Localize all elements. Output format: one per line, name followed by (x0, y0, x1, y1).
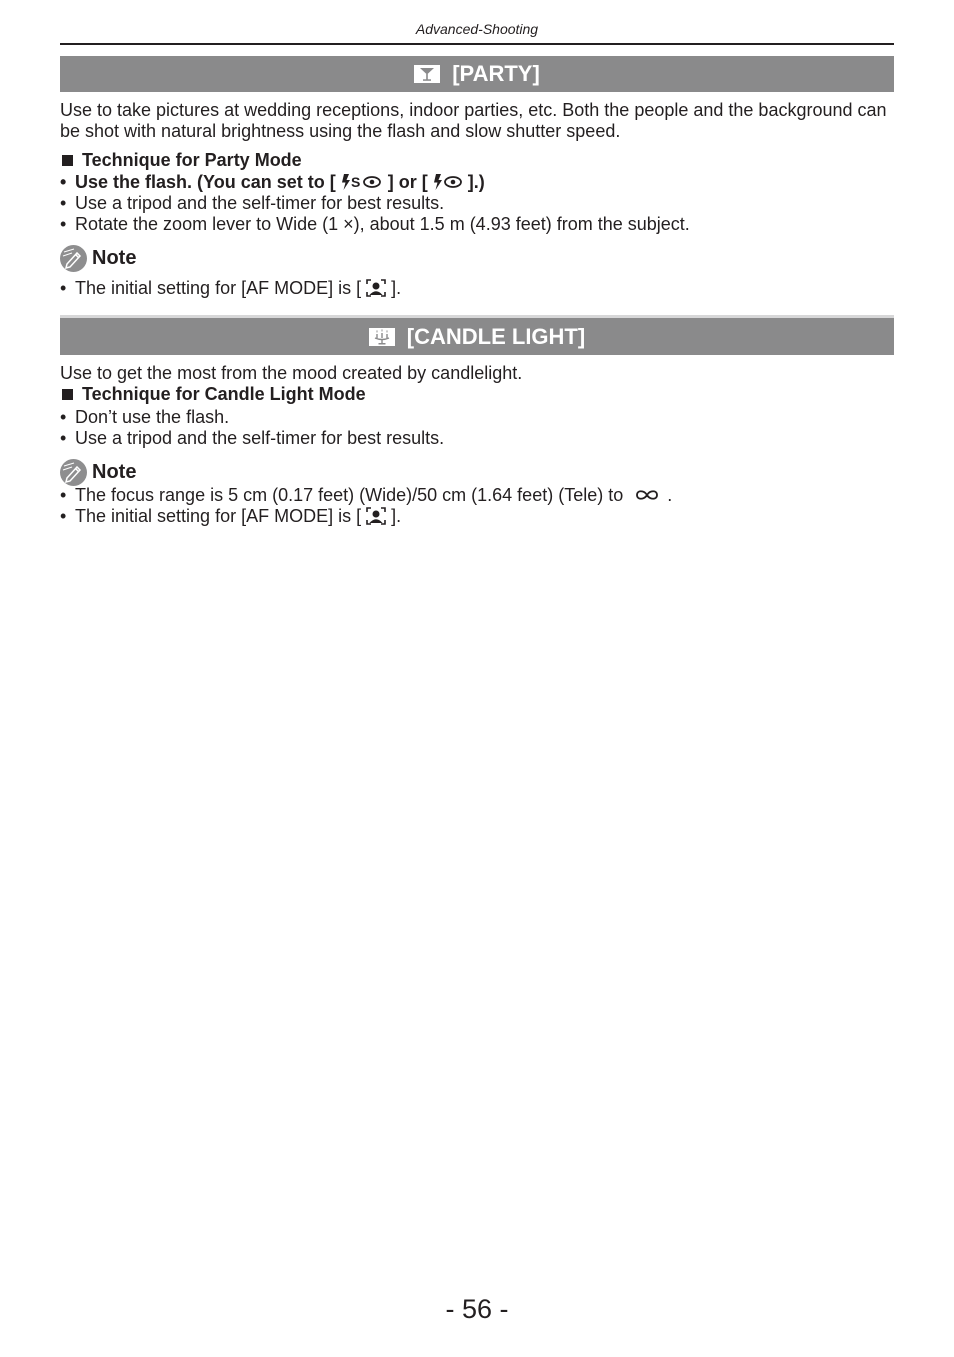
candle-note-af-suffix: ]. (391, 506, 402, 526)
bullet-dot: • (60, 278, 67, 298)
bullet-dot: • (60, 506, 67, 526)
candle-note-label: Note (92, 461, 137, 483)
face-detection-icon (366, 279, 386, 297)
square-bullet-icon (62, 389, 73, 400)
infinity-icon (632, 487, 662, 503)
party-bullet-zoom (60, 214, 690, 235)
candle-bullet-tripod-text: Use a tripod and the self-timer for best results. (75, 428, 445, 448)
party-note-af-prefix: The initial setting for [AF MODE] is [ (75, 278, 362, 298)
candle-technique-heading (60, 384, 366, 405)
party-note-af (60, 278, 401, 299)
party-technique-heading (60, 150, 302, 171)
candle-note-af (60, 506, 401, 527)
party-note-label: Note (92, 247, 137, 269)
bullet-dot: • (60, 428, 67, 448)
pencil-note-icon (60, 459, 87, 486)
bullet-dot: • (60, 214, 67, 234)
candle-note-af-prefix: The initial setting for [AF MODE] is [ (75, 506, 362, 526)
candle-technique-heading-text: Technique for Candle Light Mode (82, 384, 366, 404)
candle-bullet-tripod (60, 428, 444, 449)
svg-text:S: S (350, 174, 361, 190)
candle-light-icon (369, 328, 395, 346)
party-flash-prefix: Use the flash. (You can set to [ (75, 172, 336, 192)
bullet-dot: • (60, 485, 67, 505)
bullet-dot: • (60, 193, 67, 213)
party-note-heading (60, 245, 136, 272)
face-detection-icon (366, 507, 386, 525)
cocktail-glass-icon (414, 65, 440, 83)
party-flash-suffix: ].) (467, 172, 485, 192)
party-bullet-zoom-text: Rotate the zoom lever to Wide (1 ×), about 1.5 m (4.93 feet) from the subject. (75, 214, 690, 234)
party-title: [PARTY] (452, 61, 540, 86)
square-bullet-icon (62, 155, 73, 166)
party-technique-heading-text: Technique for Party Mode (82, 150, 302, 170)
party-bullet-tripod-text: Use a tripod and the self-timer for best results. (75, 193, 445, 213)
candle-note-focus-prefix: The focus range is 5 cm (0.17 feet) (Wide)/50 cm (1.64 feet) (Tele) to (75, 485, 624, 505)
party-flash-bullet (60, 172, 485, 193)
party-note-af-suffix: ]. (391, 278, 402, 298)
header-rule (60, 43, 894, 45)
bullet-dot: • (60, 172, 67, 192)
page-number: - 56 - (445, 1294, 509, 1324)
party-intro: Use to take pictures at wedding receptions, indoor parties, etc. Both the people and the background can be shot with natural brightness using the flash and slow shutter speed. (60, 100, 887, 141)
party-flash-mid: ] or [ (387, 172, 428, 192)
candle-bullet-flash (60, 407, 229, 428)
flash-slow-sync-red-eye-icon (341, 173, 383, 191)
party-bullet-tripod (60, 193, 444, 214)
candle-bullet-flash-text: Don’t use the flash. (75, 407, 230, 427)
candle-title: [CANDLE LIGHT] (406, 323, 586, 349)
party-title-band (60, 56, 894, 92)
flash-red-eye-icon (433, 173, 463, 191)
running-head: Advanced-Shooting (415, 21, 539, 37)
pencil-note-icon (60, 245, 87, 272)
candle-note-heading (60, 459, 136, 486)
bullet-dot: • (60, 407, 67, 427)
candle-intro: Use to get the most from the mood created by candlelight. (60, 363, 523, 383)
candle-title-band (60, 318, 894, 355)
candle-note-focus-suffix: . (667, 485, 673, 505)
candle-note-focus (60, 485, 672, 506)
